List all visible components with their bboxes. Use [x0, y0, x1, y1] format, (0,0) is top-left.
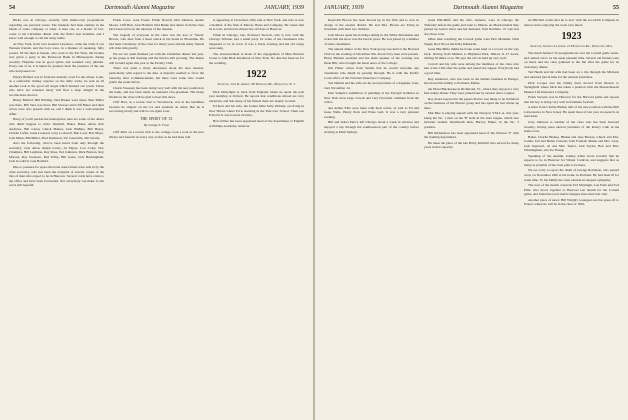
- paragraph: Hicks was in Chicago recently with small-town propositions regarding our personal wares. The business had been entirely in the hands of some company or other. A man can, as a matter of fact, come to his Christmas dinner with the firm's best tradition, and I know well enough to call his lucky name.: [9, 18, 104, 41]
- paragraph: Due to pressure for space the hotel reservations were sent in by the class secretary, who has been the recipient of several copies of the lists of men who expect to be in Hanover. Several cards have come to the office and have been forwarded. Not everybody can make it, but we're still hopeful.: [9, 164, 104, 188]
- class-1922-secretary: Secretary, John K. Amsden, 98 Wildwood Rd., Burlington, N. J.: [217, 82, 296, 87]
- column-6: [524, 18, 619, 420]
- paragraph: Bob Gillies has been appointed head of the department of English at Phillips Academy, Andover.: [209, 118, 304, 128]
- paragraph: He takes the place of the late Harry Kimball who served for many years in that capacity.: [424, 140, 519, 150]
- right-page-columns: [324, 18, 619, 420]
- paragraph: Cliff Barr, as a recent visit to Woodstock, was in the headlines because he slipped on the ice and sprained an ankle. But he is recovering nicely and will be out again soon.: [109, 100, 204, 114]
- paragraph: Dick Dalrymple is back from England where he spent the past year studying at Oxford. He reports that conditions abroad are very uncertain, and that many of his friends there are deeply worried.: [209, 89, 304, 103]
- paragraph: Carroll and his wife were among the members of the class who met at the Club after the game and joined the supper. Everybody had a good time.: [424, 61, 519, 76]
- paragraph: Ted Heath and his wife had been on a trip through the Midwest and returned just in time for the reunion festivities.: [524, 70, 619, 80]
- paragraph: The note of the month concerns Ted Mayhugh, Lou Fenn and Tod Ellis, who drove together to Hanover last month for the Cornell game, and found the town much changed since their last visit.: [524, 183, 619, 197]
- paragraph: The much belated '23 peregrinations over the Cornell game week-end, turned out to be the usual pleasant time. Several old friends were on hand, and the class gathered at the Inn after the game for its customary dinner.: [524, 51, 619, 69]
- paragraph: Jerry Jameson is another of the class who has been honored recently, having been elected president of the Rotary Club in his home town.: [524, 119, 619, 134]
- right-page-number: 55: [613, 5, 619, 11]
- paragraph: A letter from Charlie Bishop tells of his new position with the Bell Laboratories in New Jersey. He spent most of last year in research on television.: [524, 105, 619, 119]
- class-1923-heading: 1923: [561, 31, 582, 43]
- column-5: [424, 18, 519, 420]
- left-page-columns: [9, 18, 304, 420]
- paragraph: Ray Avard reported in the papers that he was likely to be in Detroit on the business of the Boston group and has spent the last winter up there.: [424, 96, 519, 110]
- paragraph: Bill and Isabel Pierce left Chicago about a week in advance and enjoyed a trip through the southwestern part of the country before arriving at Palm Springs.: [324, 120, 419, 134]
- paragraph: Baker, Charlie Bishop, Hinkie and Jane Brewer, Chuck and Mrs. Calder, Ted and Helen Caswell, Tom Foxhall, Pinkie and Mrs. Gray, Jack Ingersoll, Al and Mrs. Taylor, Jack Taylor, Bob and Mrs. Whittingham, and Joe Young.: [524, 134, 619, 153]
- paragraph: Other men watching the Cornell game were Bob Marshall, Dick Siegel, Rod Wood and Kitty Kilmartin.: [424, 37, 519, 46]
- paragraph: When in Chicago, late, Professor Stewart, who is now with the Chicago Tribune, had a small party for some of the classmates who happened to be in town. It was a lively evening and the old songs were sung.: [209, 32, 304, 51]
- paragraph: The tragedy of everyone in the class was the loss of 'Sandy' Brown, who died from a heart attack at his home in Brookline. He had been a mainstay of the class for many years and his many friends will miss him greatly.: [109, 32, 204, 51]
- left-page-header: [9, 5, 304, 15]
- paragraph: Dick Cooper and his family have moved from Boston to Springfield where Dick has taken a position with the Massachusetts Mutual Life Insurance Company.: [524, 80, 619, 94]
- left-page-date: JANUARY, 1939: [264, 5, 304, 11]
- left-running-head: Dartmouth Alumni Magazine: [104, 5, 175, 11]
- paragraph: Gene Hinchliffe and his wife, Jeanette, were in Chicago the Thursday before the game and went to Illinois. At Meadowlands they picked up Gene's sister and her husband, Tom Robbins. '21 who has also three sons.: [424, 18, 519, 36]
- paragraph: Speaking of the autumn, Johnny Allen wrote recently that he expects to be in Hanover for Winter Carnival, and suggests that as many as possible of the class plan to be there.: [524, 153, 619, 167]
- paragraph: Henry Ballard, Bill Balding, Ned Barker were there; Bert Miller was there. Bill Vera was there. Bill Stewart and Cliff Baker and their wives were also present with us, and I think it was a well-attended affair.: [9, 98, 104, 116]
- paragraph: We are not quite finished yet with the Christmas dinner last year, as the group is still meeting and the fund is still growing. The dinner will be held again this year at the Faculty Club.: [109, 51, 204, 65]
- column-4: [324, 18, 419, 420]
- paragraph: We are sorry to report the death of George Robinson, who passed away on November 20th at his home in Portland. He had been ill for some time. To his family the class extends its deepest sympathy.: [524, 168, 619, 182]
- paragraph: Another piece of news: Bill Wright's youngest son has gone off to Exeter, where he will be in the class of 1943.: [524, 197, 619, 207]
- paragraph: Cliff Mart on a recent visit to the college, took a look at the new library and found it in every way as fine as he had been told.: [109, 130, 204, 139]
- paragraph: Reynolds Brown has been moved up in the firm and is now in charge of the eastern district. He and Mrs. Brown are living in Scarsdale with their two children.: [324, 18, 419, 32]
- right-page-date: JANUARY, 1939: [324, 5, 364, 11]
- spirit-of-21-title: THE SPIRIT OF '21: [140, 116, 173, 121]
- right-page-header: [324, 5, 619, 15]
- paragraph: the Hotel Blackstone in Richmond, Vt., where they enjoyed a very fine turkey dinner. They were joined later by several other couples.: [424, 86, 519, 96]
- left-page: [0, 0, 313, 420]
- paragraph: Harry, if you'll pardon the interruption, here are some of the others who didn't happen to write: Kimball, Baker, Bates, Allen, Rob Andrews, Bill Caren, Chuck Haines, Jack Phillips, Bill Hayes, Charlie Laffer, Gene Leonard, Gray Lockwell, Bob Lord, Bob Mayo, Jack Mann, Bill Miller, Prud Robinson, Vic Jonesville, Jim Swartz.: [9, 117, 104, 140]
- paragraph: is appearing at Cleveland, Ohio and at New York, and who is now a member of the firm of Mercer, Bates and Company. He writes that he is well, and that he misses the old days at Hanover.: [209, 18, 304, 32]
- paragraph: Mal Pike is playing squash with the Newport Y.M.C.A. this year, being the No. 1 man on the 'B' team in the state league, which also includes another Dartmouth man, Harvey Elmer, in the No. 3 position.: [424, 111, 519, 130]
- paragraph: Ted Shields and his wife are the proud parents of a daughter, Joan, born November 14.: [324, 81, 419, 90]
- paragraph: Gene Hinchliffe thinks he broke some kind of a record on the way back, driving from Medina to Highland Park, Illinois in 27 hours, driving 50 miles or so. He says the old car held up very well.: [424, 47, 519, 61]
- right-page: [315, 0, 628, 420]
- left-page-number: 54: [9, 5, 15, 11]
- paragraph: Jack Moore spent the holidays skiing in the White Mountains and writes that the snow was the best in years. He was joined by a number of other classmates.: [324, 32, 419, 46]
- paragraph: The annual dinner of the New York group was held at the Harvard Club on the evening of December 9th. About forty men were present. Harry Bennett presided and the main speaker of the evening was Dean Bill, who brought the latest news of the College.: [324, 47, 419, 65]
- class-1922-heading: 1922: [246, 69, 267, 81]
- paragraph: Paul Sample's exhibition of paintings at the Ferargil Galleries in New York drew large crowds and very favorable comment from the critics.: [324, 91, 419, 105]
- paragraph: Ed Kerr and his wife, the former Miss Sally Webster, are living in New Haven where Ed is teaching in the Yale Law School. Their son Edward Jr. was born in October.: [209, 104, 304, 118]
- paragraph: Also the following, who've been heard from only through the secretary: Jack Allen, Ralph Lewis, Al Myers, Lou Coley, Doc Chalmers, Bill Leighton, Ray Ross, Ted Johnston, Dick Bratton, Roy Marcus, Ray Swanson, Red Wiley, Bill Gates, Jack Buckingham, Jack Goodrich, Guy Bolland.: [9, 141, 104, 164]
- paragraph: There was quite a lively discussion about the next reunion, particularly with regard to the date. A majority seemed to favor the Saturday after Commencement, but there were some who would prefer the week before.: [109, 66, 204, 85]
- paragraph: Ray Anderson, who has been in the lumber business in Bangor, has moved his family to Portland, Maine.: [424, 76, 519, 86]
- column-3: [209, 18, 304, 420]
- paragraph: Jim Fisher writes from Seattle that he would welcome any classmates who might be passing through. He is with the Pacific Coast office of the Travelers Insurance Company.: [324, 66, 419, 80]
- spirit-of-21-byline: By George E. Frost: [144, 123, 169, 128]
- column-1: [9, 18, 104, 420]
- paragraph: Chuck Sweeney has been doing very well with his new position in the bank, and has been made an assistant vice-president. His many friends in the class will be glad to hear this news.: [109, 85, 204, 99]
- column-2: [109, 18, 204, 420]
- paragraph: The announcement is made of the engagement of Miss Barbara Crane to John Blair Pendleton of New York. No date has been set for the wedding.: [209, 51, 304, 65]
- paragraph: Bill Richardson has been appointed head of the Newton 'Y' with the training department.: [424, 130, 519, 140]
- paragraph: Frank Stevens was in Hanover for the Harvard game and reports that his boy is doing very well in freshman football.: [524, 95, 619, 104]
- paragraph: Frank Lowe, Gale Foster, Eddie Newell, Mal Johnson, Austin Moore, Cliff Barr, Jack Holland, Ned Burke and others from the class have been active in the interests of the reunion.: [109, 18, 204, 32]
- class-1923-secretary: Secretary, Sherman Saltmarsh, 15 Huntington Rd., Worcester, Mass.: [530, 44, 613, 49]
- paragraph: Emory Ballard was in from the Atlantic coast for the winter. Later, as a somewhat clumsy reporter on the daily scene, he sent us all another look at the good old Aegis which marked our youth. Those who have not returned lately will find a deep delight in the recollections about it.: [9, 74, 104, 97]
- paragraph: At New York, from over General Lawrence, came the wish of our Western friends, and the boys were, in a manner of speaking, fully posted. Of the men at Keene, who went to the Far West, the brother was given a party at the Pentwood Bank in Minneapolis during recently. Hopkins was in good spirits and sounded very jubilant. Every one of us, it is taken for granted, feels the presence of the one who had passed on.: [9, 41, 104, 74]
- right-running-head: Dartmouth Alumni Magazine: [453, 5, 524, 11]
- paragraph: and Arthur Ellis were there with their wives, as well as Ed and Gene Wells, Henry Peck and Ernie Gall. It was a very pleasant evening.: [324, 105, 419, 119]
- paragraph: Al Mitchell writes that he is now with the Goodrich Company in Akron and is enjoying the work very much.: [524, 18, 619, 27]
